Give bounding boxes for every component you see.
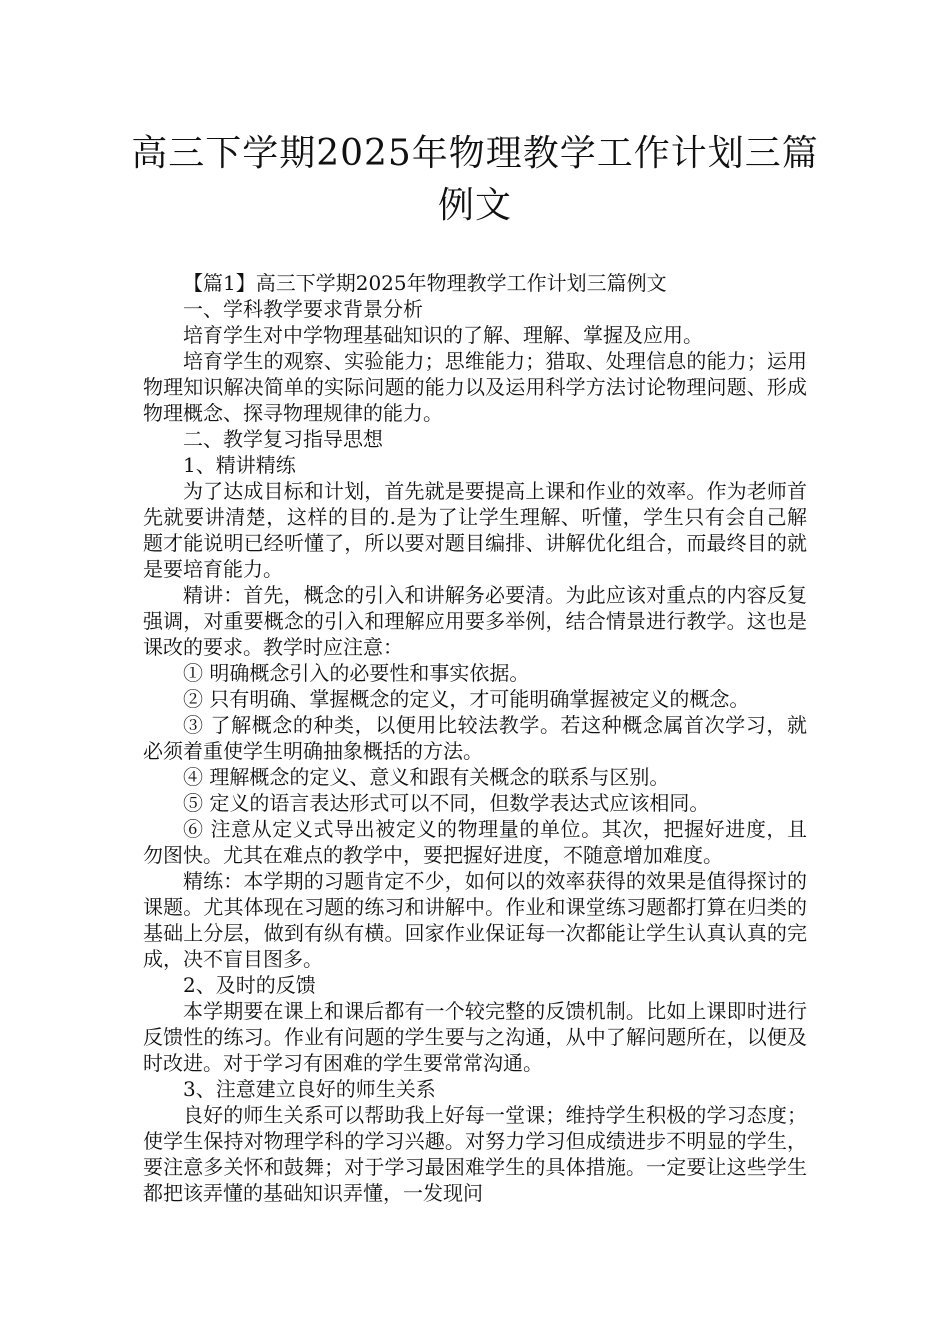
paragraph: 一、学科教学要求背景分析 [183, 297, 423, 321]
paragraph: ⑤ 定义的语言表达形式可以不同，但数学表达式应该相同。 [183, 791, 710, 815]
document-title: 高三下学期2025年物理教学工作计划三篇例文 [131, 133, 819, 226]
paragraph: 培育学生的观察、实验能力；思维能力；猎取、处理信息的能力；运用物理知识解决简单的实际问题的能力以及运用科学方法讨论物理问题、形成物理概念、探寻物理规律的能力。 [143, 349, 807, 425]
paragraph: 精练：本学期的习题肯定不少，如何以的效率获得的效果是值得探讨的课题。尤其体现在习题的练习和讲解中。作业和课堂练习题都打算在归类的基础上分层，做到有纵有横。回家作业保证每一次都能让学生认真认真的完成，决不盲目图多。 [143, 869, 807, 971]
paragraph: 本学期要在课上和课后都有一个较完整的反馈机制。比如上课即时进行反馈性的练习。作业有问题的学生要与之沟通，从中了解问题所在，以便及时改进。对于学习有困难的学生要常常沟通。 [143, 999, 807, 1075]
paragraph: 为了达成目标和计划，首先就是要提高上课和作业的效率。作为老师首先就要讲清楚，这样的目的.是为了让学生理解、听懂，学生只有会自己解题才能说明已经听懂了，所以要对题目编排、讲解优化组合，而最终目的就是要培育能力。 [143, 479, 807, 581]
paragraph: 良好的师生关系可以帮助我上好每一堂课；维持学生积极的学习态度；使学生保持对物理学科的学习兴趣。对努力学习但成绩进步不明显的学生，要注意多关怀和鼓舞；对于学习最困难学生的具体措施。一定要让这些学生都把该弄懂的基础知识弄懂，一发现问 [143, 1103, 807, 1205]
paragraph: ③ 了解概念的种类，以便用比较法教学。若这种概念属首次学习，就必须着重使学生明确抽象概括的方法。 [143, 713, 807, 763]
document-body [143, 270, 807, 1206]
paragraph: 精讲：首先，概念的引入和讲解务必要清。为此应该对重点的内容反复强调，对重要概念的引入和理解应用要多举例，结合情景进行教学。这也是课改的要求。教学时应注意： [143, 583, 807, 659]
paragraph: 培育学生对中学物理基础知识的了解、理解、掌握及应用。 [183, 323, 703, 347]
paragraph: ① 明确概念引入的必要性和事实依据。 [183, 661, 530, 685]
paragraph: 2、及时的反馈 [183, 973, 316, 997]
paragraph: ② 只有明确、掌握概念的定义，才可能明确掌握被定义的概念。 [183, 687, 750, 711]
paragraph: 二、教学复习指导思想 [183, 427, 383, 451]
paragraph: ④ 理解概念的定义、意义和跟有关概念的联系与区别。 [183, 765, 670, 789]
paragraph: ⑥ 注意从定义式导出被定义的物理量的单位。其次，把握好进度，且勿图快。尤其在难点的教学中，要把握好进度，不随意增加难度。 [143, 817, 807, 867]
paragraph: 1、精讲精练 [183, 453, 296, 477]
paragraph: 3、注意建立良好的师生关系 [183, 1077, 436, 1101]
paragraph: 【篇1】高三下学期2025年物理教学工作计划三篇例文 [183, 271, 667, 295]
